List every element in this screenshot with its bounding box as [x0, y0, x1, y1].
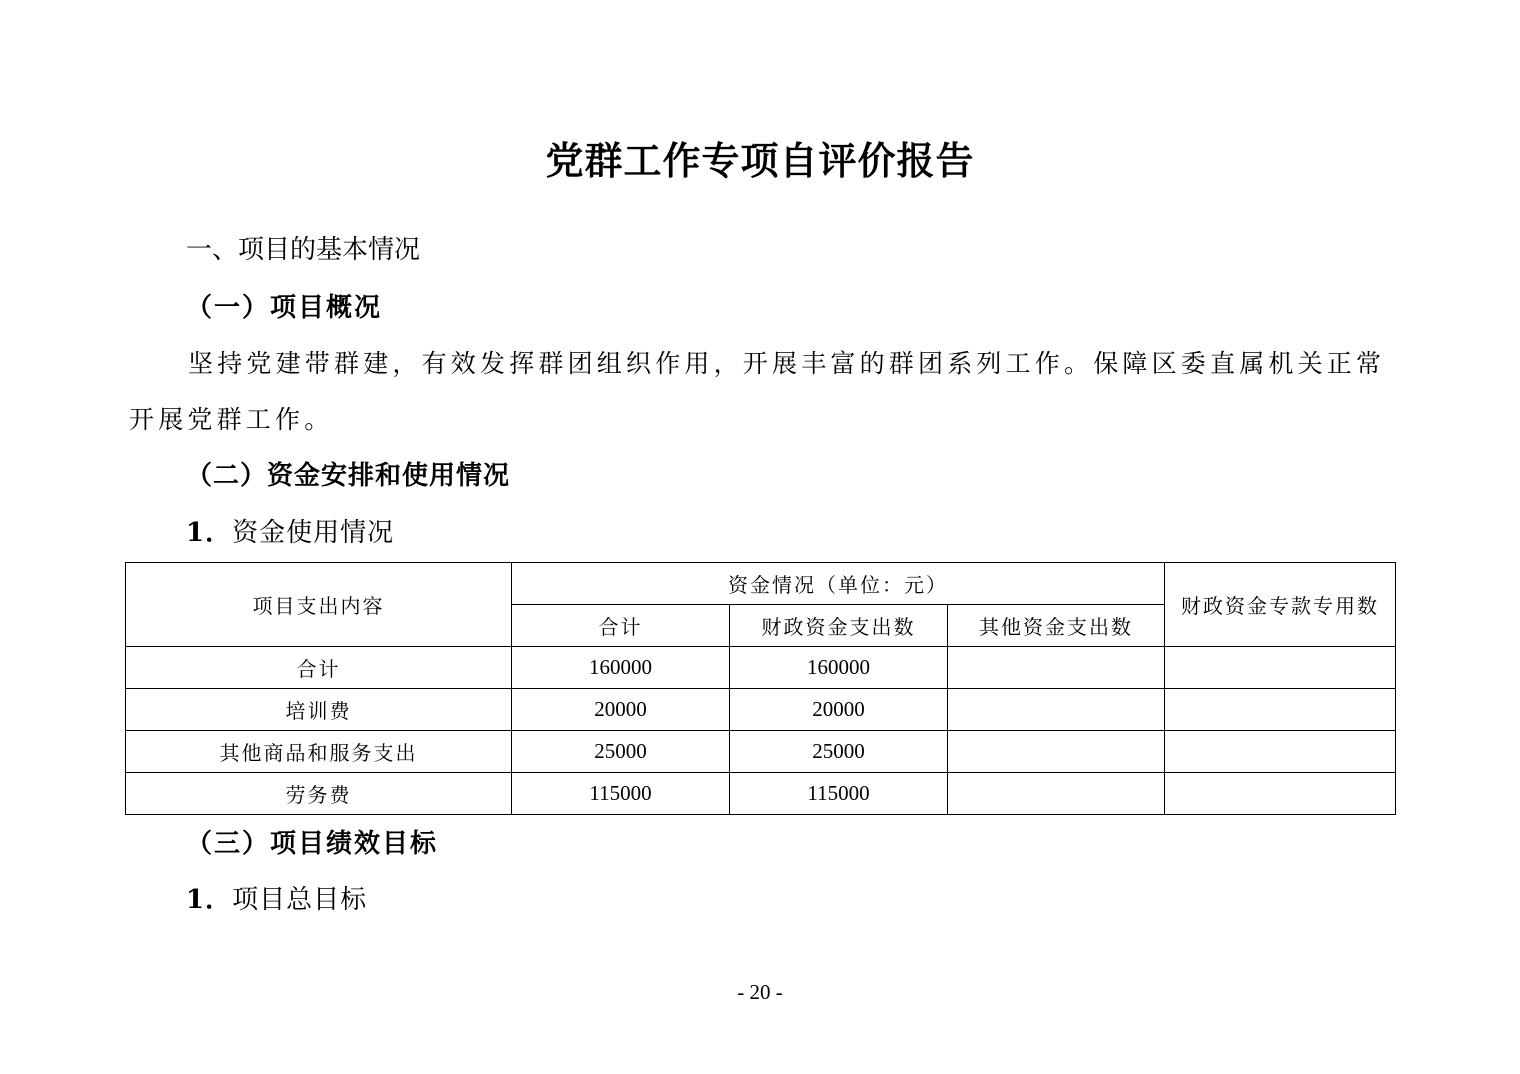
table-row [126, 773, 1396, 815]
cell-other [948, 773, 1165, 815]
cell-other [948, 689, 1165, 731]
cell-total: 160000 [512, 647, 730, 689]
header-funds-cell: 资金情况（单位：元） [512, 563, 1165, 605]
cell-item: 劳务费 [126, 773, 512, 815]
item-number: 1． [186, 518, 233, 548]
cell-other [948, 647, 1165, 689]
cell-total: 115000 [512, 773, 730, 815]
header-special-cell: 财政资金专款专用数 [1165, 563, 1396, 647]
item-heading-overall-goal [186, 882, 367, 918]
table-row [126, 731, 1396, 773]
table-row [126, 689, 1396, 731]
page-number: - 20 - [737, 980, 783, 1004]
item-text: 项目总目标 [232, 885, 368, 915]
fund-usage-table [125, 562, 1396, 815]
item-text: 资金使用情况 [232, 518, 395, 548]
item-heading-fund-usage [186, 515, 394, 551]
cell-fiscal: 160000 [730, 647, 948, 689]
cell-special [1165, 731, 1396, 773]
cell-fiscal: 25000 [730, 731, 948, 773]
header-fiscal-cell: 财政资金支出数 [730, 605, 948, 647]
page-title: 党群工作专项自评价报告 [545, 138, 975, 183]
subsection-heading-overview: （一）项目概况 [186, 293, 383, 323]
table-row [126, 647, 1396, 689]
header-item-cell: 项目支出内容 [126, 563, 512, 647]
cell-other [948, 731, 1165, 773]
cell-item: 其他商品和服务支出 [126, 731, 512, 773]
overview-paragraph-line-2: 开展党群工作。 [129, 405, 334, 434]
cell-total: 25000 [512, 731, 730, 773]
cell-fiscal: 20000 [730, 689, 948, 731]
subsection-heading-funds: （二）资金安排和使用情况 [186, 461, 511, 491]
cell-total: 20000 [512, 689, 730, 731]
table-header-row [126, 563, 1396, 605]
header-other-cell: 其他资金支出数 [948, 605, 1165, 647]
section-heading-basic-info: 一、项目的基本情况 [186, 235, 421, 265]
overview-paragraph-line-1: 坚持党建带群建，有效发挥群团组织作用，开展丰富的群团系列工作。保障区委直属机关正常 [188, 349, 1386, 378]
cell-item: 培训费 [126, 689, 512, 731]
cell-special [1165, 773, 1396, 815]
cell-item: 合计 [126, 647, 512, 689]
cell-special [1165, 647, 1396, 689]
cell-fiscal: 115000 [730, 773, 948, 815]
cell-special [1165, 689, 1396, 731]
header-total-cell: 合计 [512, 605, 730, 647]
item-number: 1． [186, 885, 233, 915]
subsection-heading-performance-goals: （三）项目绩效目标 [186, 829, 439, 859]
